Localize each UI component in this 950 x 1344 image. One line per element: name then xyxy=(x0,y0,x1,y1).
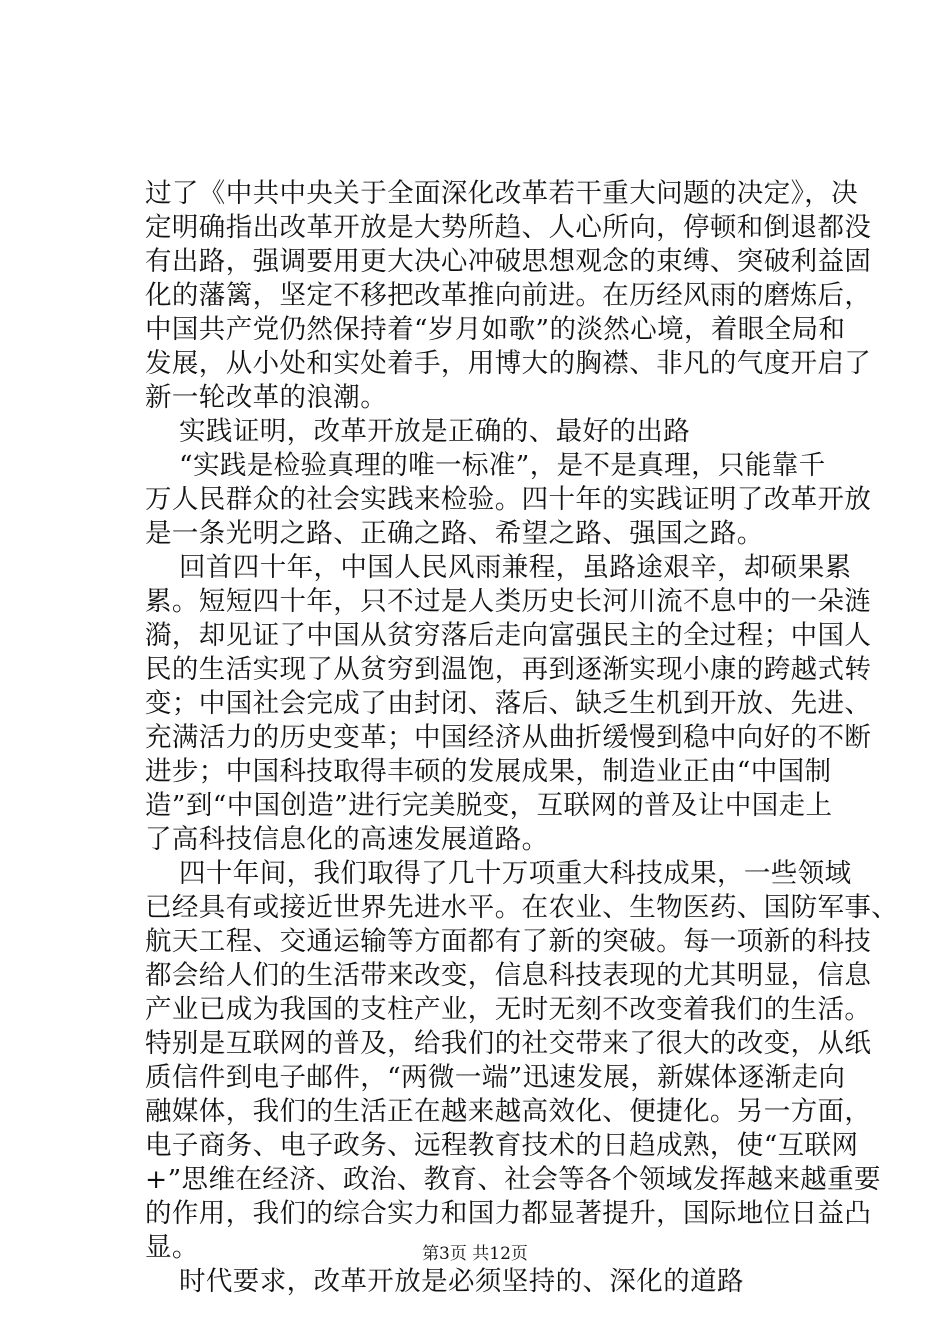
text-line: 化的藩篱，坚定不移把改革推向前进。在历经风雨的磨炼后， xyxy=(145,280,872,311)
text-line: 是一条光明之路、正确之路、希望之路、强国之路。 xyxy=(145,518,764,549)
text-line: 了高科技信息化的高速发展道路。 xyxy=(145,824,549,855)
text-line: 中国共产党仍然保持着“岁月如歌”的淡然心境，着眼全局和 xyxy=(145,314,846,345)
text-line: 融媒体，我们的生活正在越来越高效化、便捷化。另一方面， xyxy=(145,1096,872,1127)
paragraph xyxy=(145,551,872,857)
paragraph xyxy=(145,857,899,1265)
text-line: 充满活力的历史变革；中国经济从曲折缓慢到稳中向好的不断 xyxy=(145,722,872,753)
text-line: 时代要求，改革开放是必须坚持的、深化的道路 xyxy=(179,1266,744,1297)
page-footer xyxy=(0,1243,950,1265)
text-line: +”思维在经济、政治、教育、社会等各个领域发挥越来越重要 xyxy=(145,1164,881,1195)
text-line: “实践是检验真理的唯一标准”，是不是真理，只能靠千 xyxy=(179,450,826,481)
text-line: 质信件到电子邮件，“两微一端”迅速发展，新媒体逐渐走向 xyxy=(145,1062,846,1093)
page-number: 第3页 共12页 xyxy=(422,1244,528,1264)
text-line: 有出路，强调要用更大决心冲破思想观念的束缚、突破利益固 xyxy=(145,246,872,277)
text-line: 电子商务、电子政务、远程教育技术的日趋成熟，使“互联网 xyxy=(145,1130,859,1161)
text-line: 造”到“中国创造”进行完美脱变，互联网的普及让中国走上 xyxy=(145,790,833,821)
text-line: 实践证明，改革开放是正确的、最好的出路 xyxy=(179,416,691,447)
text-line: 万人民群众的社会实践来检验。四十年的实践证明了改革开放 xyxy=(145,484,872,515)
text-line: 民的生活实现了从贫穷到温饱，再到逐渐实现小康的跨越式转 xyxy=(145,654,872,685)
text-line: 漪，却见证了中国从贫穷落后走向富强民主的全过程；中国人 xyxy=(145,620,872,651)
section-heading xyxy=(145,415,835,449)
text-line: 特别是互联网的普及，给我们的社交带来了很大的改变，从纸 xyxy=(145,1028,872,1059)
text-line: 航天工程、交通运输等方面都有了新的突破。每一项新的科技 xyxy=(145,926,872,957)
document-body xyxy=(145,177,899,1299)
text-line: 发展，从小处和实处着手，用博大的胸襟、非凡的气度开启了 xyxy=(145,348,872,379)
section-heading xyxy=(145,1265,835,1299)
text-line: 四十年间，我们取得了几十万项重大科技成果，一些领域 xyxy=(179,858,852,889)
text-line: 累。短短四十年，只不过是人类历史长河川流不息中的一朵涟 xyxy=(145,586,872,617)
text-line: 显。 xyxy=(145,1232,199,1263)
text-line: 进步；中国科技取得丰硕的发展成果，制造业正由“中国制 xyxy=(145,756,832,787)
text-line: 的作用，我们的综合实力和国力都显著提升，国际地位日益凸 xyxy=(145,1198,872,1229)
text-line: 新一轮改革的浪潮。 xyxy=(145,382,388,413)
text-line: 产业已成为我国的支柱产业，无时无刻不改变着我们的生活。 xyxy=(145,994,872,1025)
text-line: 变；中国社会完成了由封闭、落后、缺乏生机到开放、先进、 xyxy=(145,688,872,719)
paragraph xyxy=(145,177,872,415)
text-line: 定明确指出改革开放是大势所趋、人心所向，停顿和倒退都没 xyxy=(145,212,872,243)
text-line: 都会给人们的生活带来改变，信息科技表现的尤其明显，信息 xyxy=(145,960,872,991)
text-line: 回首四十年，中国人民风雨兼程，虽路途艰辛，却硕果累 xyxy=(179,552,852,583)
paragraph xyxy=(145,449,872,551)
text-line: 过了《中共中央关于全面深化改革若干重大问题的决定》，决 xyxy=(145,178,859,209)
text-line: 已经具有或接近世界先进水平。在农业、生物医药、国防军事、 xyxy=(145,892,899,923)
